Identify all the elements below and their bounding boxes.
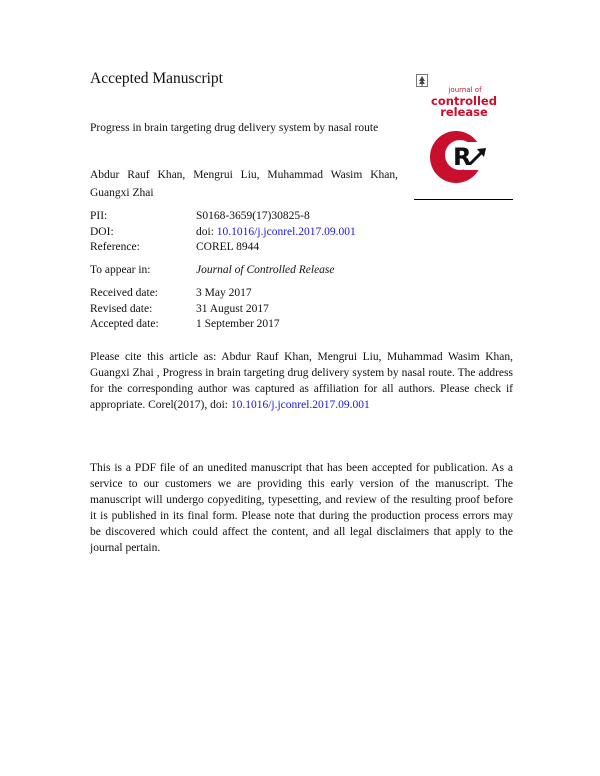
received-label: Received date: xyxy=(90,287,159,299)
journal-logo-name xyxy=(422,96,506,118)
pii-label: PII: xyxy=(90,210,108,222)
citation-doi-link[interactable]: 10.1016/j.jconrel.2017.09.001 xyxy=(230,399,370,411)
accepted-value: 1 September 2017 xyxy=(196,318,280,330)
journal-name: Journal of Controlled Release xyxy=(196,264,335,276)
reference-value: COREL 8944 xyxy=(196,241,260,253)
citation-paragraph xyxy=(90,349,513,413)
revised-label: Revised date: xyxy=(90,303,153,315)
pii-value: S0168-3659(17)30825-8 xyxy=(196,210,310,222)
appear-label: To appear in: xyxy=(90,264,151,276)
journal-logo-line3: release xyxy=(440,105,488,119)
cr-emblem-icon xyxy=(426,128,494,186)
doi-label: DOI: xyxy=(90,226,114,238)
elsevier-tree-icon xyxy=(416,74,428,87)
svg-text:R: R xyxy=(453,143,472,171)
reference-label: Reference: xyxy=(90,241,140,253)
doi-link[interactable]: 10.1016/j.jconrel.2017.09.001 xyxy=(216,226,356,238)
journal-logo-line1: journal of xyxy=(448,86,482,94)
accepted-label: Accepted date: xyxy=(90,318,159,330)
doi-row xyxy=(196,226,356,238)
doi-prefix: doi: xyxy=(196,226,214,238)
manuscript-notice: This is a PDF file of an unedited manuscript that has been accepted for publication. As a service to our customers we are providing this early version of the manuscript. The manuscript will undergo copyediting, typesetting, and review of the resulting proof before it is published in its final form. Please note that during the production process errors may be discovered which could affect the content, and all legal disclaimers that apply to the journal pertain. xyxy=(90,462,513,554)
article-title: Progress in brain targeting drug delivery system by nasal route xyxy=(90,122,379,134)
revised-value: 31 August 2017 xyxy=(196,303,269,315)
citation-text: Please cite this article as: Abdur Rauf Khan, Mengrui Liu, Muhammad Wasim Khan, Guangxi Zhai , Progress in brain targeting drug delivery system by nasal route. The address for the corresponding author was captured as affiliation for all authors. Please check if appropriate. Corel(2017), doi: xyxy=(90,351,513,411)
logo-divider xyxy=(414,199,513,200)
document-heading: Accepted Manuscript xyxy=(90,70,223,87)
received-value: 3 May 2017 xyxy=(196,287,252,299)
article-authors: Abdur Rauf Khan, Mengrui Liu, Muhammad Wasim Khan, Guangxi Zhai xyxy=(90,169,398,199)
journal-logo-line2: controlled xyxy=(431,94,497,108)
